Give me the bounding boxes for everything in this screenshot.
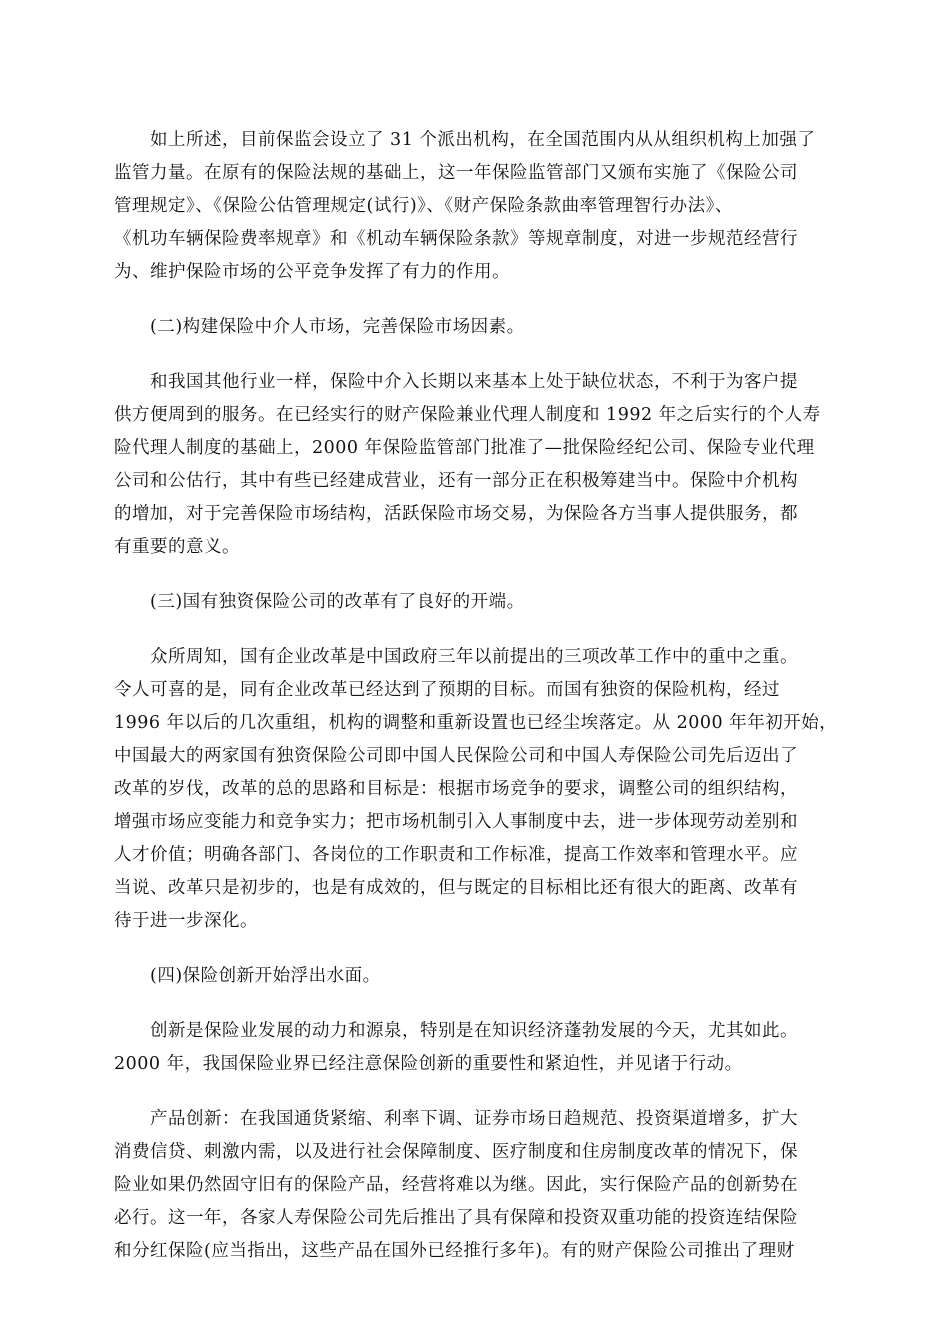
paragraph-regulation: [114, 124, 864, 289]
heading-text: (四)保险创新开始浮出水面。: [150, 966, 381, 986]
text-line: 《机功车辆保险费率规章》和《机动车辆保险条款》等规章制度，对进一步规范经营行: [114, 229, 798, 249]
text-line: 如上所述，目前保监会设立了 31 个派出机构，在全国范围内从从组织机构上加强了: [150, 130, 816, 150]
text-line: 公司和公估行，其中有些已经建成营业，还有一部分正在积极筹建当中。保险中介机构: [114, 471, 798, 491]
paragraph-reform: [114, 641, 864, 938]
heading-text: (二)构建保险中介人市场，完善保险市场因素。: [150, 317, 525, 337]
text-line: 当说、改革只是初步的，也是有成效的，但与既定的目标相比还有很大的距离、改革有: [114, 878, 798, 898]
text-line: 和我国其他行业一样，保险中介入长期以来基本上处于缺位状态，不利于为客户提: [150, 372, 798, 392]
text-line: 产品创新：在我国通货紧缩、利率下调、证券市场日趋规范、投资渠道增多，扩大: [150, 1109, 798, 1129]
text-line: 令人可喜的是，同有企业改革已经达到了预期的目标。而国有独资的保险机构，经过: [114, 680, 780, 700]
text-line: 供方便周到的服务。在已经实行的财产保险兼业代理人制度和 1992 年之后实行的个人寿: [114, 405, 821, 425]
paragraph-innovation: [114, 1015, 864, 1081]
text-line: 众所周知，国有企业改革是中国政府三年以前提出的三项改革工作中的重中之重。: [150, 647, 798, 667]
section-heading-4: [114, 960, 864, 993]
text-line: 的增加，对于完善保险市场结构，活跃保险市场交易，为保险各方当事人提供服务，都: [114, 504, 798, 524]
text-line: 险代理人制度的基础上，2000 年保险监管部门批准了—批保险经纪公司、保险专业代理: [114, 438, 815, 458]
section-heading-3: [114, 586, 864, 619]
text-line: 险业如果仍然固守旧有的保险产品，经营将难以为继。因此，实行保险产品的创新势在: [114, 1175, 798, 1195]
text-line: 待于进一步深化。: [114, 911, 258, 931]
document-page: [114, 124, 864, 1290]
text-line: 必行。这一年，各家人寿保险公司先后推出了具有保障和投资双重功能的投资连结保险: [114, 1208, 798, 1228]
text-line: 有重要的意义。: [114, 537, 240, 557]
paragraph-product-innovation: [114, 1103, 864, 1268]
text-line: 改革的岁伐，改革的总的思路和目标是：根据市场竞争的要求，调整公司的组织结构，: [114, 779, 798, 799]
text-line: 管理规定》、《保险公估管理规定(试行)》、《财产保险条款曲率管理智行办法》、: [114, 196, 733, 216]
text-line: 1996 年以后的几次重组，机构的调整和重新设置也已经尘埃落定。从 2000 年年初开始，: [114, 713, 838, 733]
text-line: 消费信贷、刺激内需，以及进行社会保障制度、医疗制度和住房制度改革的情况下，保: [114, 1142, 798, 1162]
text-line: 创新是保险业发展的动力和源泉，特别是在知识经济蓬勃发展的今天，尤其如此。: [150, 1021, 798, 1041]
section-heading-2: [114, 311, 864, 344]
text-line: 监管力量。在原有的保险法规的基础上，这一年保险监管部门又颁布实施了《保险公司: [114, 163, 798, 183]
text-line: 人才价值；明确各部门、各岗位的工作职责和工作标准，提高工作效率和管理水平。应: [114, 845, 798, 865]
text-line: 增强市场应变能力和竞争实力；把市场机制引入人事制度中去，进一步体现劳动差别和: [114, 812, 798, 832]
text-line: 和分红保险(应当指出，这些产品在国外已经推行多年)。有的财产保险公司推出了理财: [114, 1241, 795, 1261]
text-line: 为、维护保险市场的公平竞争发挥了有力的作用。: [114, 262, 510, 282]
heading-text: (三)国有独资保险公司的改革有了良好的开端。: [150, 592, 525, 612]
text-line: 中国最大的两家国有独资保险公司即中国人民保险公司和中国人寿保险公司先后迈出了: [114, 746, 798, 766]
text-line: 2000 年，我国保险业界已经注意保险创新的重要性和紧迫性，并见诸于行动。: [114, 1054, 743, 1074]
paragraph-intermediary: [114, 366, 864, 564]
